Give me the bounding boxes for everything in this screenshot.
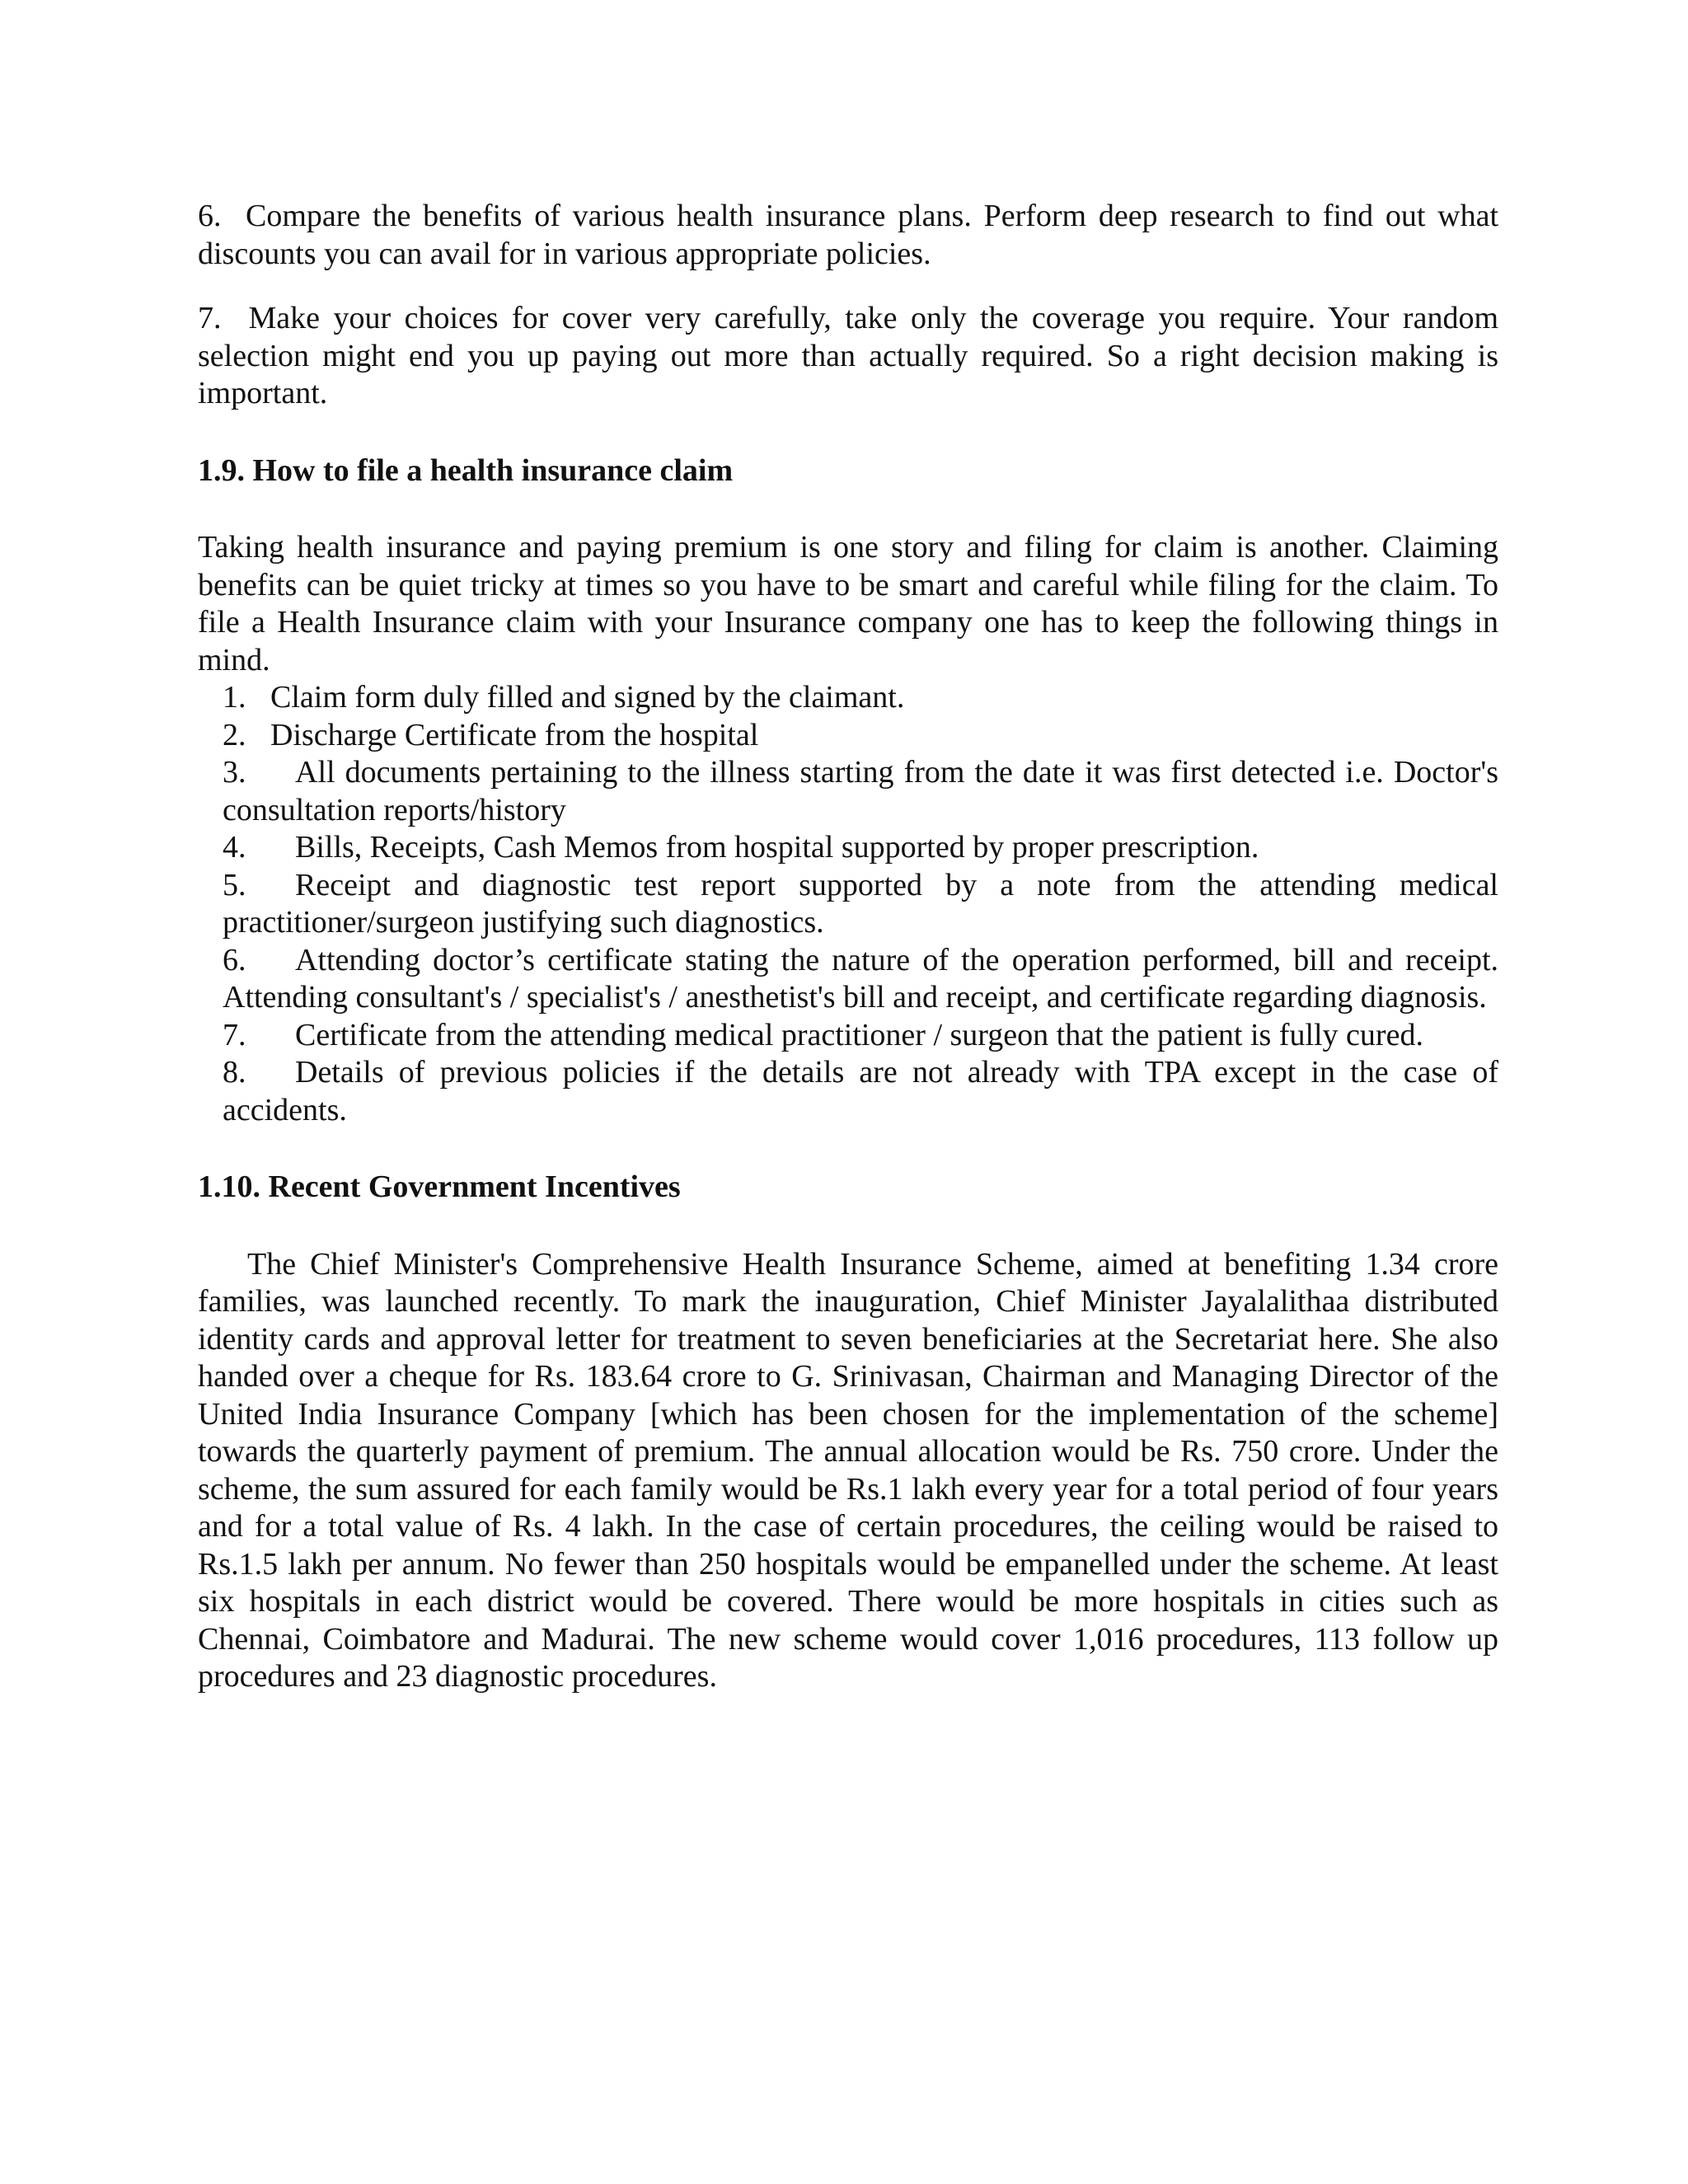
claim-list-item-6-number: 6. bbox=[223, 942, 246, 977]
claim-list-item-5-number: 5. bbox=[223, 867, 246, 902]
claim-list-item-5-text: Receipt and diagnostic test report supported by a note from the attending medical practitioner/surgeon justifying such diagnostics. bbox=[223, 867, 1498, 940]
intro-item-6-number: 6. bbox=[198, 199, 222, 233]
intro-item-7-text: Make your choices for cover very carefully, take only the coverage you require. Your random selection might end you up paying out more than actually required. So a right decision making is important. bbox=[198, 301, 1499, 410]
claim-list-item-1-text: Claim form duly filled and signed by the claimant. bbox=[270, 680, 905, 715]
claim-list-item-5 bbox=[198, 867, 1498, 942]
claim-list-item-4-text: Bills, Receipts, Cash Memos from hospital supported by proper prescription. bbox=[295, 830, 1259, 865]
claim-list-item-8-text: Details of previous policies if the details are not already with TPA except in the case of accidents. bbox=[223, 1055, 1498, 1127]
claim-list-item-8 bbox=[198, 1054, 1498, 1129]
intro-item-7-number: 7. bbox=[198, 301, 222, 335]
claim-list-item-3-text: All documents pertaining to the illness starting from the date it was first detected i.e. Doctor's consultation reports/history bbox=[223, 755, 1498, 827]
claim-list-item-7 bbox=[198, 1017, 1498, 1055]
section-1-10-body: The Chief Minister's Comprehensive Health Insurance Scheme, aimed at benefiting 1.34 crore families, was launched recently. To mark the inauguration, Chief Minister Jayalalithaa distributed identity cards and approval letter for treatment to seven beneficiaries at the Secretariat here. She also handed over a cheque for Rs. 183.64 crore to G. Srinivasan, Chairman and Managing Director of the United India Insurance Company [which has been chosen for the implementation of the scheme] towards the quarterly payment of premium. The annual allocation would be Rs. 750 crore. Under the scheme, the sum assured for each family would be Rs.1 lakh every year for a total period of four years and for a total value of Rs. 4 lakh. In the case of certain procedures, the ceiling would be raised to Rs.1.5 lakh per annum. No fewer than 250 hospitals would be empanelled under the scheme. At least six hospitals in each district would be covered. There would be more hospitals in cities such as Chennai, Coimbatore and Madurai. The new scheme would cover 1,016 procedures, 113 follow up procedures and 23 diagnostic procedures. bbox=[198, 1246, 1498, 1694]
claim-list-item-2-text: Discharge Certificate from the hospital bbox=[270, 717, 759, 752]
intro-item-6 bbox=[198, 198, 1498, 273]
claim-list-item-3-number: 3. bbox=[223, 755, 246, 790]
claim-list-item-3 bbox=[198, 754, 1498, 829]
claim-list-item-2 bbox=[198, 717, 1498, 755]
claim-list-item-6 bbox=[198, 942, 1498, 1017]
section-heading-1-10: 1.10. Recent Government Incentives bbox=[198, 1169, 681, 1204]
claim-list-item-1 bbox=[198, 679, 1498, 717]
claim-list-item-7-text: Certificate from the attending medical practitioner / surgeon that the patient is fully cured. bbox=[295, 1017, 1423, 1052]
section-heading-1-9: 1.9. How to file a health insurance claim bbox=[198, 452, 734, 488]
claim-list-item-6-text: Attending doctor’s certificate stating the nature of the operation performed, bill and receipt. Attending consultant's / specialist's / anesthetist's bill and receipt, and certificate regarding diagnosis. bbox=[223, 942, 1498, 1015]
claim-list-item-1-number: 1. bbox=[223, 680, 246, 715]
document-page bbox=[198, 198, 1498, 1696]
claim-list-item-4 bbox=[198, 829, 1498, 867]
section-1-9-intro: Taking health insurance and paying premium is one story and filing for claim is another. Claiming benefits can be quiet tricky at times so you have to be smart and careful while filing for the claim. To file a Health Insurance claim with your Insurance company one has to keep the following things in mind. bbox=[198, 530, 1498, 677]
claim-list-item-4-number: 4. bbox=[223, 830, 246, 865]
claim-list-item-2-number: 2. bbox=[223, 717, 246, 752]
claim-list-item-8-number: 8. bbox=[223, 1055, 246, 1090]
intro-item-6-text: Compare the benefits of various health insurance plans. Perform deep research to find out what discounts you can avail for in various appropriate policies. bbox=[198, 199, 1498, 271]
intro-item-7 bbox=[198, 300, 1498, 413]
claim-list-item-7-number: 7. bbox=[223, 1017, 246, 1052]
